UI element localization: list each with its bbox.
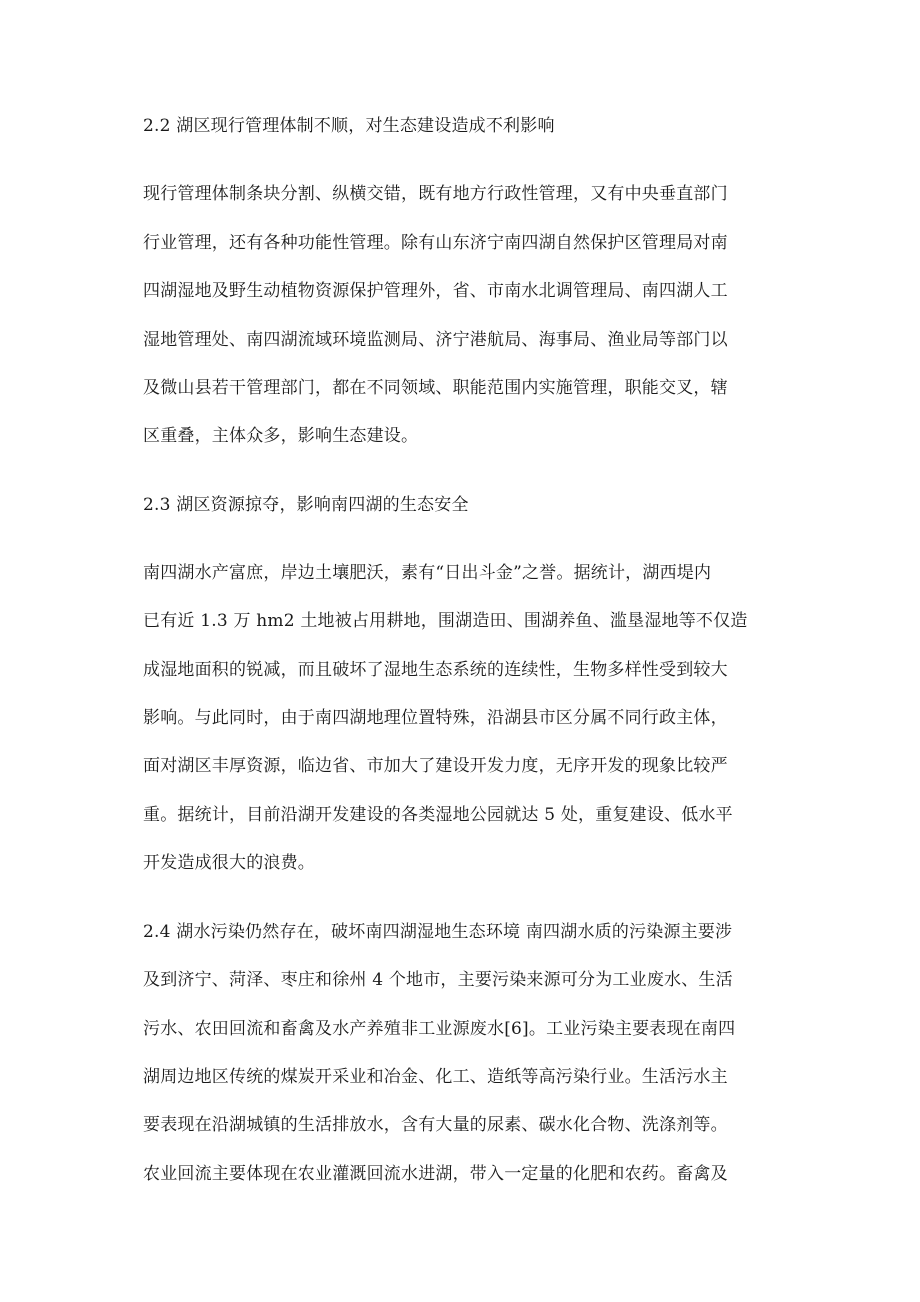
paragraph-line: 污水、农田回流和畜禽及水产养殖非工业源废水[6]。工业污染主要表现在南四 [143,1019,736,1039]
section-heading-2-3: 2.3 湖区资源掠夺，影响南四湖的生态安全 [143,495,469,515]
paragraph-line: 重。据统计，目前沿湖开发建设的各类湿地公园就达 5 处，重复建设、低水平 [143,805,733,825]
paragraph-line: 及到济宁、菏泽、枣庄和徐州 4 个地市，主要污染来源可分为工业废水、生活 [143,970,733,990]
paragraph-line: 湿地管理处、南四湖流域环境监测局、济宁港航局、海事局、渔业局等部门以 [143,330,728,350]
paragraph-line: 现行管理体制条块分割、纵横交错，既有地方行政性管理，又有中央垂直部门 [143,184,728,204]
paragraph-line: 农业回流主要体现在农业灌溉回流水进湖，带入一定量的化肥和农药。畜禽及 [143,1164,728,1184]
paragraph-line: 要表现在沿湖城镇的生活排放水，含有大量的尿素、碳水化合物、洗涤剂等。 [143,1115,728,1135]
paragraph-line: 及微山县若干管理部门，都在不同领域、职能范围内实施管理，职能交叉，辖 [143,378,728,398]
paragraph-line: 已有近 1.3 万 hm2 土地被占用耕地，围湖造田、围湖养鱼、滥垦湿地等不仅造 [143,611,748,631]
paragraph-line: 四湖湿地及野生动植物资源保护管理外，省、市南水北调管理局、南四湖人工 [143,281,728,301]
section-heading-2-2: 2.2 湖区现行管理体制不顺，对生态建设造成不利影响 [143,116,555,136]
paragraph-line: 区重叠，主体众多，影响生态建设。 [143,426,419,446]
paragraph-line: 行业管理，还有各种功能性管理。除有山东济宁南四湖自然保护区管理局对南 [143,233,728,253]
paragraph-line: 湖周边地区传统的煤炭开采业和冶金、化工、造纸等高污染行业。生活污水主 [143,1067,728,1087]
paragraph-line: 影响。与此同时，由于南四湖地理位置特殊，沿湖县市区分属不同行政主体， [143,708,728,728]
section-heading-2-4: 2.4 湖水污染仍然存在，破坏南四湖湿地生态环境 南四湖水质的污染源主要涉 [143,922,733,942]
paragraph-line: 面对湖区丰厚资源，临边省、市加大了建设开发力度，无序开发的现象比较严 [143,756,728,776]
paragraph-line: 南四湖水产富庶，岸边土壤肥沃，素有“日出斗金”之誉。据统计，湖西堤内 [143,563,712,583]
paragraph-line: 开发造成很大的浪费。 [143,853,315,873]
paragraph-line: 成湿地面积的锐减，而且破坏了湿地生态系统的连续性，生物多样性受到较大 [143,660,728,680]
